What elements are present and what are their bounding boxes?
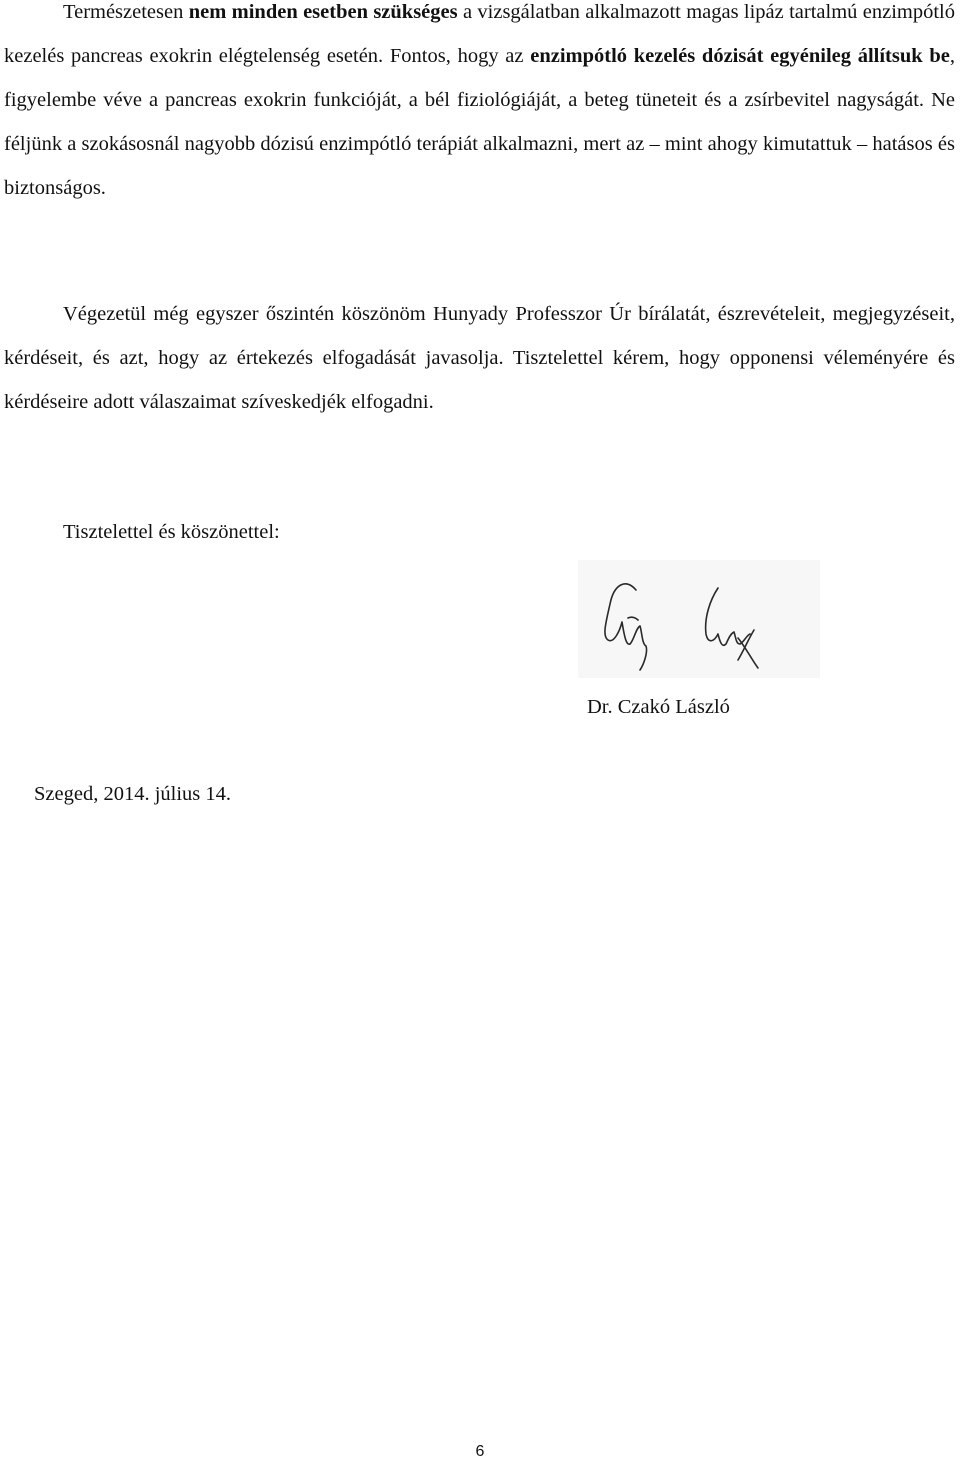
paragraph-text: Végezetül még egyszer őszintén köszönöm Hunyady Professzor Úr bírálatát, észrevételeit, megjegyzéseit, kérdéseit, és azt, hogy az értekezés elfogadását javasolja. Tisztelettel kérem, hogy opponensi véleményére és kérdéseire adott válaszaimat szíveskedjék elfogadni.	[4, 303, 955, 413]
paragraph-text: Természetesen	[63, 1, 189, 23]
emphasis-text: enzimpótló kezelés dózisát egyénileg állítsuk be	[530, 45, 950, 67]
paragraph-text: a vizsgálatban alkalmazott magas lipáz tartalmú enzimpótló kezelés pancreas exokrin elégtelenség esetén. Fontos, hogy az	[4, 1, 955, 67]
paragraph-enzyme-therapy	[4, 0, 955, 210]
page-number: 6	[475, 1443, 485, 1460]
paragraph-text: , figyelembe véve a pancreas exokrin funkcióját, a bél fiziológiáját, a beteg tüneteit és a zsírbevitel nagyságát. Ne féljünk a szokásosnál nagyobb dózisú enzimpótló terápiát alkalmazni, mert az – mint ahogy kimutattuk – hatásos és biztonságos.	[4, 45, 955, 199]
place-and-date: Szeged, 2014. július 14.	[34, 783, 232, 805]
signer-name: Dr. Czakó László	[587, 696, 730, 718]
emphasis-text: nem minden esetben szükséges	[188, 1, 458, 23]
closing-line: Tisztelettel és köszönettel:	[63, 521, 280, 543]
handwritten-signature	[578, 560, 820, 678]
paragraph-acknowledgement	[4, 292, 955, 424]
